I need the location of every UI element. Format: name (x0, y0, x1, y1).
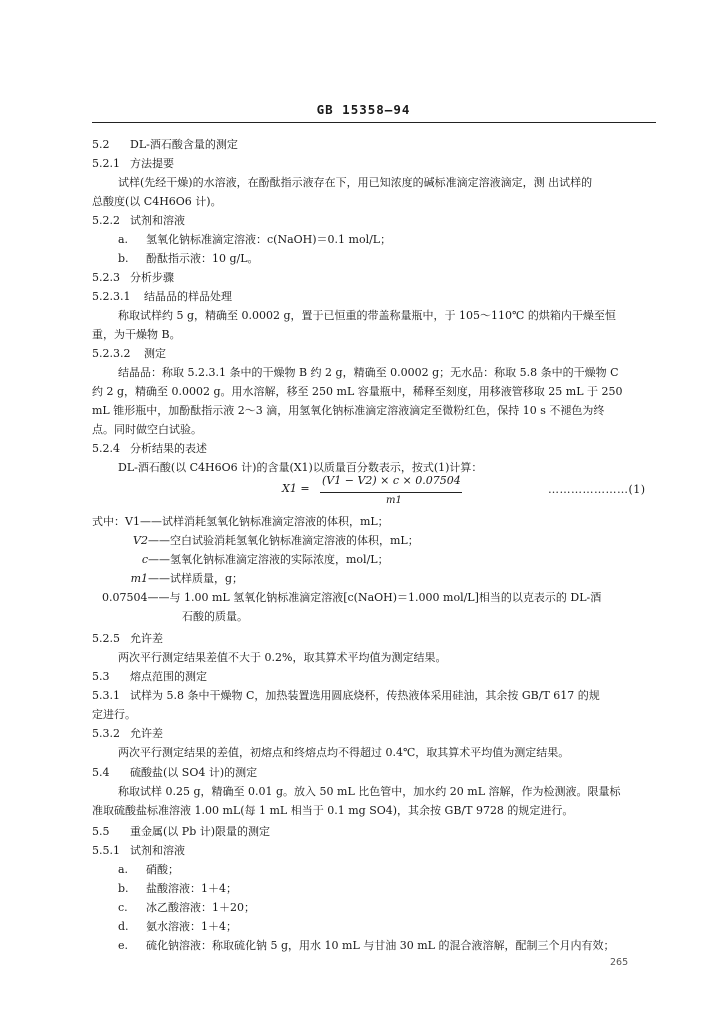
section-title: 允许差 (130, 632, 163, 645)
paragraph-line: DL-酒石酸(以 C4H6O6 计)的含量(X1)以质量百分数表示，按式(1)计算： (118, 461, 483, 474)
variable-symbol: m1 (130, 572, 148, 585)
section-5-2-3-2 (92, 347, 166, 361)
list-text: 冰乙酸溶液：1＋20； (146, 901, 255, 914)
section-title: 重金属(以 Pb 计)限量的测定 (130, 825, 271, 838)
section-number: 5.2 (92, 138, 110, 151)
section-number: 5.2.5 (92, 632, 120, 645)
section-number: 5.3 (92, 670, 110, 683)
equation-number: …………………(1) (548, 483, 646, 496)
section-title: 硫酸盐(以 SO4 计)的测定 (130, 766, 258, 779)
section-title: 熔点范围的测定 (130, 670, 207, 683)
standard-header: GB 15358—94 (316, 102, 411, 117)
variable-text: 石酸的质量。 (182, 610, 248, 623)
section-title: 结晶品的样品处理 (144, 290, 232, 303)
section-title: 测定 (144, 347, 166, 360)
paragraph-line: 准取硫酸盐标准溶液 1.00 mL(每 1 mL 相当于 0.1 mg SO4)，其余按 GB/T 9728 的规定进行。 (92, 804, 574, 817)
section-5-5-1 (92, 844, 185, 858)
list-label: c. (118, 901, 128, 914)
list-label: e. (118, 939, 129, 952)
paragraph-line: 两次平行测定结果的差值，初熔点和终熔点均不得超过 0.4℃，取其算术平均值为测定结果。 (118, 746, 570, 759)
variable-definition (182, 610, 248, 624)
section-number: 5.2.1 (92, 157, 120, 170)
paragraph-line: 试样(先经干燥)的水溶液，在酚酞指示液存在下，用已知浓度的碱标准滴定溶液滴定，测 出试样的 (118, 176, 593, 189)
section-title: 试剂和溶液 (130, 844, 185, 857)
page-number: 265 (610, 957, 629, 968)
variable-text: ——试样消耗氢氧化钠标准滴定溶液的体积，mL； (139, 515, 389, 528)
fraction-bar (320, 492, 462, 493)
formula-numerator: (V1 − V2) × c × 0.07504 (322, 474, 461, 487)
section-title: 方法提要 (130, 157, 174, 170)
paragraph-line: 定进行。 (92, 708, 136, 721)
section-number: 5.2.3 (92, 271, 120, 284)
list-item (118, 233, 391, 247)
list-item (118, 920, 237, 934)
paragraph-line: 称取试样约 5 g，精确至 0.0002 g，置于已恒重的带盖称量瓶中，于 105～110℃ 的烘箱内干燥至恒 (118, 309, 616, 322)
section-title: DL-酒石酸含量的测定 (130, 138, 238, 151)
paragraph-line: 总酸度(以 C4H6O6 计)。 (92, 195, 222, 208)
list-text: 氢氧化钠标准滴定溶液：c(NaOH)＝0.1 mol/L； (146, 233, 392, 246)
section-title: 试样为 5.8 条中干燥物 C，加热装置选用圆底烧杯，传热液体采用硅油，其余按 GB/T 617 的规 (130, 689, 600, 702)
section-5-2-3-1 (92, 290, 232, 304)
section-5-2-5 (92, 632, 163, 646)
variable-definition (92, 515, 389, 529)
list-item (118, 901, 255, 915)
list-label: a. (118, 863, 129, 876)
list-label: b. (118, 882, 129, 895)
list-text: 盐酸溶液：1＋4； (146, 882, 237, 895)
section-title: 允许差 (130, 727, 163, 740)
variable-text: ——试样质量，g； (148, 572, 244, 585)
section-title: 分析步骤 (130, 271, 174, 284)
formula-1 (282, 470, 482, 516)
list-text: 硫化钠溶液：称取硫化钠 5 g，用水 10 mL 与甘油 30 mL 的混合液溶解，配制三个月内有效； (146, 939, 615, 952)
section-5-3-1 (92, 689, 600, 703)
variable-symbol: V2 (133, 534, 148, 547)
variable-symbol: 0.07504 (102, 591, 148, 604)
section-number: 5.3.2 (92, 727, 120, 740)
variable-symbol: c (141, 553, 148, 566)
variable-definition (102, 572, 243, 586)
section-number: 5.2.2 (92, 214, 120, 227)
section-number: 5.2.3.2 (92, 347, 131, 360)
section-title: 试剂和溶液 (130, 214, 185, 227)
list-text: 氨水溶液：1＋4； (146, 920, 237, 933)
variable-definition (102, 534, 419, 548)
section-number: 5.5.1 (92, 844, 120, 857)
formula-denominator: m1 (386, 495, 402, 506)
list-item (118, 939, 614, 953)
section-5-3 (92, 670, 207, 684)
list-item (118, 252, 259, 266)
list-item (118, 863, 179, 877)
section-title: 分析结果的表述 (130, 442, 207, 455)
paragraph-line: 称取试样 0.25 g，精确至 0.01 g。放入 50 mL 比色管中，加水约 20 mL 溶解，作为检测液。限量标 (118, 785, 621, 798)
list-item (118, 882, 237, 896)
paragraph-line: 结晶品：称取 5.2.3.1 条中的干燥物 B 约 2 g，精确至 0.0002 g；无水品：称取 5.8 条中的干燥物 C (118, 366, 619, 379)
variable-symbol: 式中：V1 (92, 515, 140, 528)
paragraph-line: 点。同时做空白试验。 (92, 423, 202, 436)
section-number: 5.2.4 (92, 442, 120, 455)
variable-text: ——与 1.00 mL 氢氧化钠标准滴定溶液[c(NaOH)＝1.000 mol/L]相当的以克表示的 DL-酒 (147, 591, 602, 604)
variable-text: ——氢氧化钠标准滴定溶液的实际浓度，mol/L； (148, 553, 389, 566)
section-5-5 (92, 825, 270, 839)
header-rule (92, 122, 656, 123)
variable-text: ——空白试验消耗氢氧化钠标准滴定溶液的体积，mL； (148, 534, 419, 547)
list-label: a. (118, 233, 129, 246)
section-number: 5.3.1 (92, 689, 120, 702)
list-label: b. (118, 252, 129, 265)
list-label: d. (118, 920, 129, 933)
section-5-2-1 (92, 157, 174, 171)
section-5-4 (92, 766, 257, 780)
paragraph-line: 两次平行测定结果差值不大于 0.2%，取其算术平均值为测定结果。 (118, 651, 447, 664)
variable-definition (102, 553, 389, 567)
paragraph-line: 约 2 g，精确至 0.0002 g。用水溶解，移至 250 mL 容量瓶中，稀释至刻度，用移液管移取 25 mL 于 250 (92, 385, 623, 398)
section-5-2-3 (92, 271, 174, 285)
section-5-3-2 (92, 727, 163, 741)
formula-lhs: X1 = (282, 482, 310, 495)
variable-definition (102, 591, 601, 605)
section-5-2-2 (92, 214, 185, 228)
section-number: 5.4 (92, 766, 110, 779)
section-5-2 (92, 138, 238, 152)
list-text: 酚酞指示液：10 g/L。 (146, 252, 259, 265)
paragraph-line: 重，为干燥物 B。 (92, 328, 181, 341)
section-number: 5.5 (92, 825, 110, 838)
list-text: 硝酸； (146, 863, 179, 876)
paragraph-line: mL 锥形瓶中，加酚酞指示液 2～3 滴，用氢氧化钠标准滴定溶液滴定至微粉红色，保持 10 s 不褪色为终 (92, 404, 605, 417)
section-number: 5.2.3.1 (92, 290, 131, 303)
section-5-2-4 (92, 442, 207, 456)
